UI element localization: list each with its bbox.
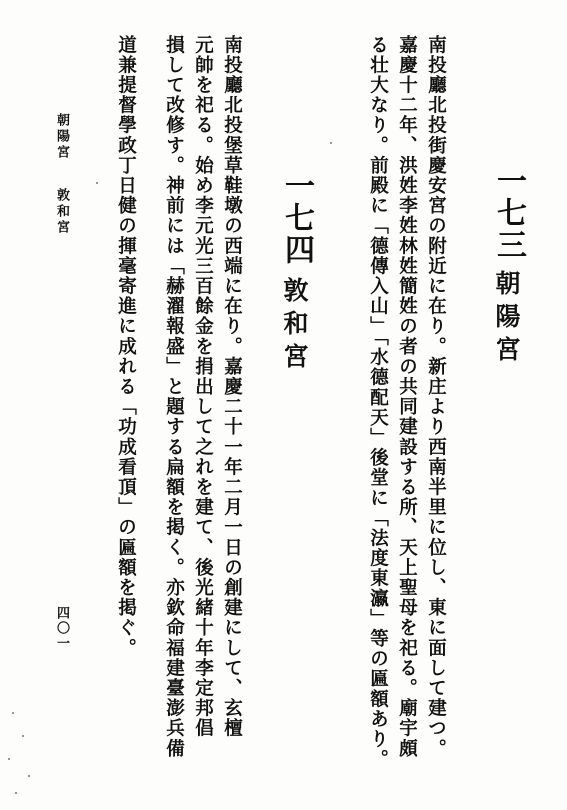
- section-173-number: 一七三: [491, 165, 526, 261]
- scan-speck: [8, 758, 10, 760]
- section-173-line-2: 嘉慶十二年、洪姓李姓林姓簡姓の者の共同建設する所、天上聖母を祀る。廟宇頗: [396, 35, 418, 759]
- section-174-line-3: 損して改修す。神前には「赫濯報盛」と題する扁額を掲く。亦欽命福建臺澎兵備: [163, 35, 185, 759]
- scan-speck: [12, 712, 14, 714]
- scan-speck: [28, 775, 30, 777]
- scan-speck: [15, 792, 17, 794]
- section-174-number: 一七四: [279, 170, 314, 266]
- section-173-title: 朝陽宮: [492, 270, 521, 369]
- section-173-line-3: る壮大なり。前殿に「德傳入山」「水德配天」後堂に「法度東瀛」等の匾額あり。: [367, 35, 389, 770]
- running-header-right: 敦和宮: [54, 188, 69, 236]
- scan-speck: [96, 182, 98, 184]
- section-174-title: 敦和宮: [280, 277, 309, 376]
- section-174-line-4: 道兼提督學政丁日健の揮毫寄進に成れる「功成看頂」の匾額を掲ぐ。: [115, 35, 137, 659]
- scan-speck: [330, 142, 332, 144]
- section-174-line-2: 元帥を祀る。始め李元光三百餘金を捐出して之れを建て、後光緒十年李定邦倡: [192, 35, 214, 739]
- page-number: 四〇一: [54, 606, 69, 651]
- scan-speck: [22, 735, 24, 737]
- section-173-line-1: 南投廳北投街慶安宮の附近に在り。新庄より西南半里に位し、東に面して建つ。: [425, 35, 447, 759]
- running-header-left: 朝陽宮: [54, 113, 69, 161]
- section-174-line-1: 南投廳北投堡草鞋墩の西端に在り。嘉慶二十一年二月一日の創建にして、玄檀: [221, 35, 243, 739]
